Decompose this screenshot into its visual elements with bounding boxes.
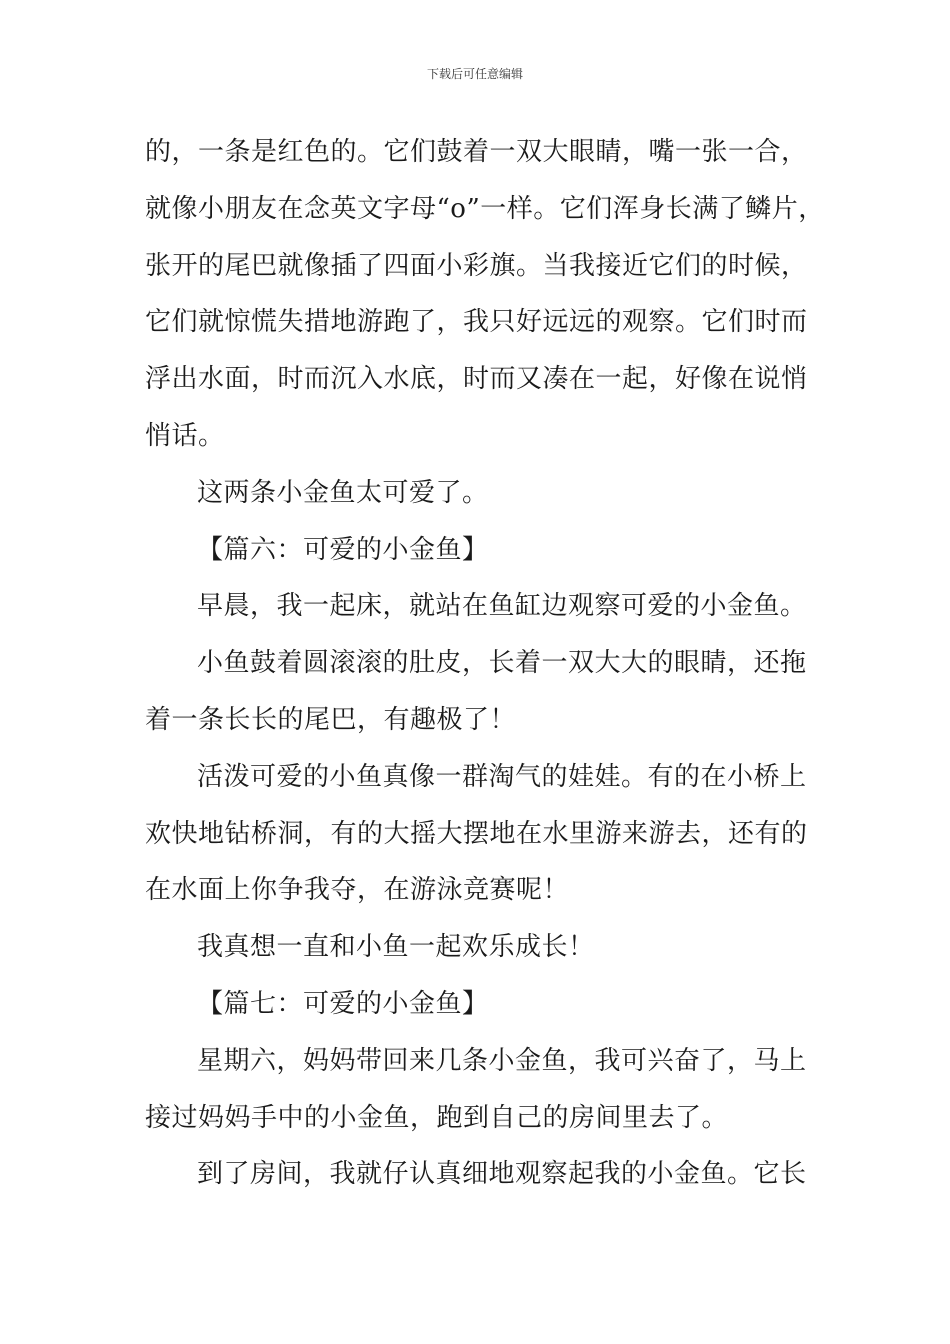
text-line: 我真想一直和小鱼一起欢乐成长！	[197, 932, 595, 963]
text-line: 悄话。	[145, 420, 225, 451]
section-heading: 【篇七：可爱的小金鱼】	[197, 988, 489, 1019]
text-line: 欢快地钻桥洞，有的大摇大摆地在水里游来游去，还有的	[145, 818, 808, 849]
text-line: 的，一条是红色的。它们鼓着一双大眼睛，嘴一张一合，	[145, 137, 808, 167]
text-line: 就像小朋友在念英文字母“o”一样。它们浑身长满了鳞片，	[145, 193, 825, 224]
text-line: 到了房间，我就仔认真细地观察起我的小金鱼。它长	[197, 1159, 807, 1190]
text-line: 浮出水面，时而沉入水底，时而又凑在一起，好像在说悄	[145, 364, 808, 395]
text-line: 它们就惊慌失措地游跑了，我只好远远的观察。它们时而	[145, 307, 808, 338]
text-line: 着一条长长的尾巴，有趣极了！	[145, 704, 517, 735]
page-header: 下载后可任意编辑	[426, 67, 523, 81]
text-line: 接过妈妈手中的小金鱼，跑到自己的房间里去了。	[145, 1102, 729, 1133]
text-line: 张开的尾巴就像插了四面小彩旗。当我接近它们的时候，	[145, 250, 808, 281]
text-line: 这两条小金鱼太可爱了。	[197, 477, 489, 508]
document-body	[145, 124, 825, 1203]
section-heading: 【篇六：可爱的小金鱼】	[197, 534, 489, 565]
text-line: 小鱼鼓着圆滚滚的肚皮，长着一双大大的眼睛，还拖	[197, 648, 807, 679]
text-line: 活泼可爱的小鱼真像一群淘气的娃娃。有的在小桥上	[197, 761, 807, 792]
text-line: 星期六，妈妈带回来几条小金鱼，我可兴奋了，马上	[197, 1045, 807, 1076]
text-line: 在水面上你争我夺，在游泳竞赛呢！	[145, 875, 570, 906]
text-line: 早晨，我一起床，就站在鱼缸边观察可爱的小金鱼。	[197, 591, 807, 622]
